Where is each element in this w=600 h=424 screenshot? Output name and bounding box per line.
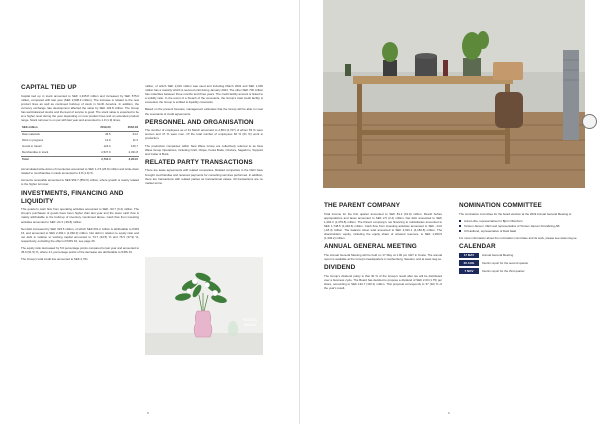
dividend-paragraph: The Group's dividend policy is that 40 % of the Group's result after tax will be distributed over a business cycle. The Board has decided to propose a dividend of SEK 2.00 (1.75) per share, amounting to SEK 132.7 (116.1) million. This proposal corresponds to 37 (32) % of the year's result. xyxy=(324,273,442,290)
agm-paragraph: The Annual General Meeting will be held on 17 May at 1.00 pm CET in Kosta. The annual report is available at the Group's headquarters in Gothenburg, Sweden, and at www.nwg.se. xyxy=(324,252,442,261)
calendar-list xyxy=(459,253,581,274)
calendar-date: 17 MAY xyxy=(459,253,479,259)
calendar-date: 7 NOV xyxy=(459,268,479,274)
calendar-row xyxy=(459,260,581,266)
vase-photo xyxy=(145,257,263,355)
table-cell: 2,224.0 xyxy=(112,156,139,162)
page-number-left: 8 xyxy=(147,411,149,415)
inventory-table xyxy=(21,125,139,162)
calendar-row xyxy=(459,253,581,259)
capital-paragraph-2: Accumulated write-down of inventories amounted to SEK 1.2.5 (26.9) million and write-down related to merchandise in stock amounted to 3.8 (1.9) %. xyxy=(21,166,139,175)
left-column-2 xyxy=(145,84,263,188)
capital-paragraph-3: Accounts receivable amounted to SEK 993.7 (854.5) million, where growth is mainly related to the higher turnover. xyxy=(21,177,139,186)
table-cell: 11.3 xyxy=(132,138,138,143)
right-column-1 xyxy=(324,202,442,293)
table-cell: Work in progress xyxy=(22,138,44,143)
personnel-paragraph-1: The number of employees as of 31 March amounted to 2,864 (2,727) of whom 53 % were women and 47 % were men. Of the total number of employees 60 % (61 %) work in production. xyxy=(145,128,263,141)
related-heading: RELATED PARTY TRANSACTIONS xyxy=(145,158,253,166)
nomination-outro: For more information about the nomination committee and its work, please see www.nwg.se. xyxy=(459,235,578,240)
kitchen-photo xyxy=(323,0,585,188)
calendar-event: Interim report for the second quarter xyxy=(482,261,529,266)
round-seal-icon xyxy=(582,114,597,129)
calendar-event: Annual General Meeting xyxy=(482,253,514,258)
right-column-2 xyxy=(459,202,581,276)
capital-paragraph-1: Capital tied up in stock amounted to SEK 1,345.8 million and increased by SEK 575.0 million, compared with last year (SEK 2,608.3 million). The increase is related to the new product lines as well as continued build-up of stock in North America. In addition, the currency exchange rate development affected the value by SEK 103.8 million. The Group has well-balanced stocks and the level of service is good. The stock value is expected to be at a higher level during the year depending on new product lines and an extended product range. Stock turnover is on par with last year and amounted to 1.9 (1.9) times. xyxy=(21,93,139,123)
table-header: 2018-03 xyxy=(112,125,139,131)
kitchen-photo-illustration xyxy=(323,0,585,188)
table-cell: 14.9 xyxy=(105,138,111,143)
parent-paragraph: Total income for the first quarter amounted to SEK 81.2 (61.9) million. Result before appropriations and taxes amounted to SEK 2.5 (2.4) million. Net debt amounted to SEK 1,494.3 (1,379.8) million. The Parent company's net financing to subsidiaries amounted to SEK 1,748.5 (1,434.6) million. Cash flow from investing activities amounted to SEK -14.6 (-18.4) million. The balance sheet total amounted to SEK 4,631.1 (4,184.8) million. The shareholders' equity, including the equity share of untaxed reserves, is SEK 1,393.5 (1,336.2) million. xyxy=(324,211,442,241)
parent-heading: THE PARENT COMPANY xyxy=(324,202,401,209)
calendar-row xyxy=(459,268,581,274)
left-column-1 xyxy=(21,84,139,264)
vase-photo-illustration xyxy=(145,257,263,355)
calendar-date: 20 AUG xyxy=(459,260,479,266)
nomination-intro: The nomination committee for the board election at the 2019 Annual General Meeting is: xyxy=(459,211,572,216)
investments-paragraph-4: The Group's total credit line amounted to SEK 2,761 xyxy=(21,257,88,262)
page-number-right: 9 xyxy=(448,411,450,415)
personnel-heading: PERSONNEL AND ORGANISATION xyxy=(145,118,254,126)
table-cell: 2,527.9 xyxy=(101,149,111,154)
table-cell: 2,031.8 xyxy=(128,149,138,154)
nomination-heading: NOMINATION COMMITTEE xyxy=(459,202,542,209)
calendar-event: Interim report for the third quarter xyxy=(482,268,525,273)
dividend-heading: DIVIDEND xyxy=(324,264,356,272)
investments-paragraph-3: The equity ratio decreased by 5.6 percentage points compared to last year and amounted to 45.9 (51.5) %, where 4.1 percentage points of the decrease are attributable to IFRS 16. xyxy=(21,246,139,255)
investments-paragraph-2: Net debt increased by SEK 323.5 million, of which SEK 601.2 million is attributable to IFRS 16, and amounted to SEK 2,464.1 (1,092.3) million. Net debt in relation to equity ratio and net debt in relation to working capital amounted to 73.7 (34.5) % and 76.5 (37.9) %, respectively, excluding the effect of IFRS 16, see page 26. xyxy=(21,226,139,243)
kosta-boda-logo: KOSTA BODA xyxy=(243,317,257,327)
agm-heading: ANNUAL GENERAL MEETING xyxy=(324,243,417,251)
table-cell: 34.2 xyxy=(132,132,138,137)
list-item: Ulf Hedlund, representative of Dadi Itaalt xyxy=(459,229,581,233)
credit-paragraph: million, of which SEK 2,010 million was used and including March 2022 and SEK 1,000 million has a maturity which is secured until during January 2024. The other SEK 700 million has maturities between three months and three years. The credit facility amount is linked to a solidity ratio. In the event of a breach of the covenants, the Group's total credit facility is exceeded, the Group is entitled to liquidity covenants. xyxy=(145,84,263,105)
table-header: SEK million xyxy=(21,125,84,131)
nomination-list xyxy=(459,219,581,233)
right-page xyxy=(300,0,600,424)
table-cell: Total xyxy=(21,156,84,162)
table-cell: Merchandise in stock xyxy=(22,149,49,154)
calendar-heading: CALENDAR xyxy=(459,243,496,251)
list-item: Anna Lithe, representative for Björn Ollonborn xyxy=(459,219,581,223)
table-cell: Goods in transit xyxy=(22,143,42,148)
table-header: 2019-03 xyxy=(84,125,111,131)
table-total-row xyxy=(21,156,139,162)
related-paragraph: There are lease agreements with related companies. Related companies in the CEO have brought merchandise and received payments for consulting services performed. In addition, there are transactions with related parties as transactional values. All transactions are on market terms. xyxy=(145,168,263,185)
personnel-paragraph-2: The production companies within New Wave Group are collectively referred to as New Wave Group Operations, including Craft, Clique, Kosta Boda, Orrefors, Sagaform, Toppoint and Cutter & Buck. xyxy=(145,143,263,156)
table-cell: Raw materials xyxy=(22,132,40,137)
table-cell: 124.0 xyxy=(103,143,111,148)
capital-heading: CAPITAL TIED UP xyxy=(21,84,77,91)
forecast-paragraph: Based on the present forecast, management estimates that the Group will be able to meet the covenants of credit agreements. xyxy=(145,107,263,116)
list-item: Torsten Janson, CEO and representative of Torsten Janson Förvaltning AB xyxy=(459,224,581,228)
table-cell: 2,710.3 xyxy=(84,156,111,162)
investments-heading: INVESTMENTS, FINANCING AND LIQUIDITY xyxy=(21,190,124,205)
table-cell: 43.5 xyxy=(105,132,111,137)
investments-paragraph-1: This quarter's cash flow from operating activities amounted to SEK -93.7 (0.4) million. The Group's purchases of goods have been higher than last year and the lower cash flow is mainly attributable to the build-up of inventory mentioned above. Cash flow from investing activities amounted to SEK -24.3 (-39.8) million. xyxy=(21,207,139,224)
table-cell: 146.7 xyxy=(131,143,138,148)
